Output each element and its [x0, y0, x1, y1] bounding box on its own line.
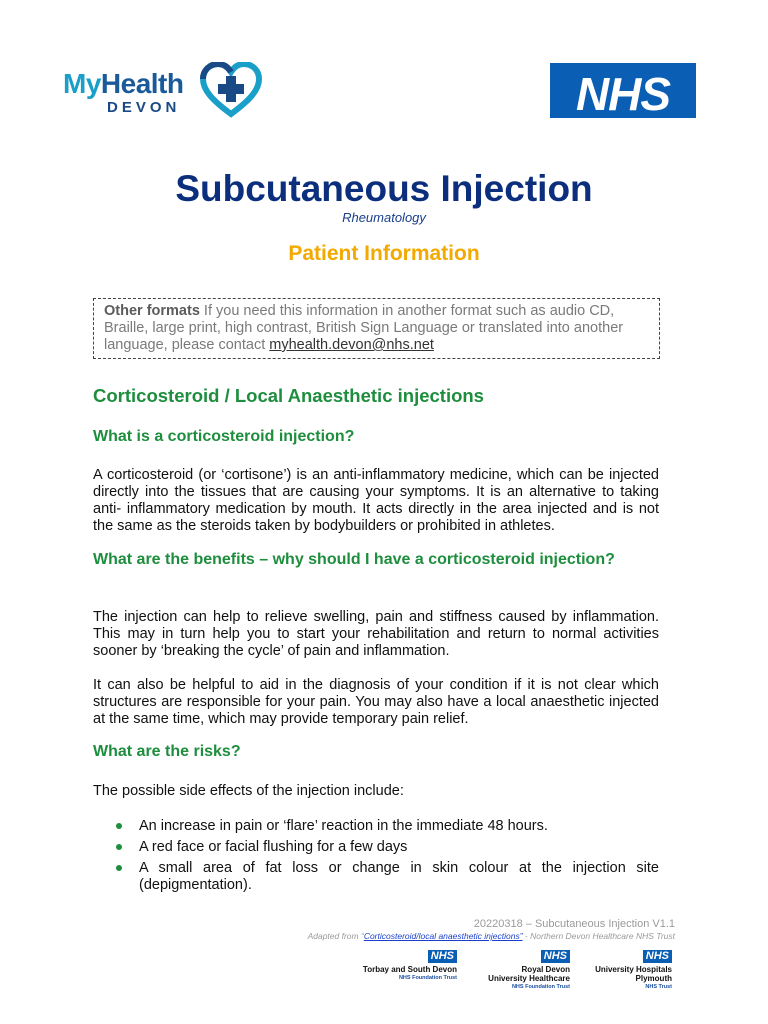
- nhs-mini-logo: NHS: [428, 950, 457, 963]
- myhealth-devon-logo: [63, 62, 263, 120]
- list-item-text: An increase in pain or ‘flare’ reaction in the immediate 48 hours.: [139, 818, 548, 834]
- other-formats-label: Other formats: [104, 303, 200, 319]
- question-heading-benefits: What are the benefits – why should I have a corticosteroid injection?: [93, 551, 615, 568]
- document-version: 20220318 – Subcutaneous Injection V1.1: [473, 918, 675, 930]
- trust-sub: NHS Trust: [645, 984, 672, 990]
- trust-name: Royal Devon University Healthcare: [488, 965, 570, 983]
- question-heading-what-is: What is a corticosteroid injection?: [93, 428, 355, 445]
- trust-sub: NHS Foundation Trust: [398, 975, 457, 981]
- trust-logo-plymouth: [580, 950, 672, 992]
- nhs-mini-logo: NHS: [643, 950, 672, 963]
- adapted-source-link[interactable]: Corticosteroid/local anaesthetic injections”: [363, 931, 523, 941]
- myhealth-word-health: Health: [100, 68, 184, 99]
- patient-information-heading: Patient Information: [288, 242, 480, 265]
- section-heading: Corticosteroid / Local Anaesthetic injections: [93, 385, 484, 406]
- myhealth-devon-text: DEVON: [107, 99, 181, 116]
- trust-name: Torbay and South Devon: [362, 965, 457, 974]
- trust-logo-royal-devon: [470, 950, 570, 992]
- adapted-prefix: Adapted from “: [307, 931, 364, 941]
- list-item-text: A red face or facial flushing for a few days: [139, 839, 408, 855]
- question-heading-risks: What are the risks?: [93, 743, 241, 760]
- list-item: [113, 818, 659, 835]
- paragraph-benefits: The injection can help to relieve swelling, pain and stiffness caused by inflammation. This may in turn help you to start your rehabilitation and return to normal activities sooner by ‘breaking the cycle’ of pain and inflammation.: [93, 609, 659, 659]
- bullet-icon: [116, 823, 122, 829]
- bullet-icon: [116, 844, 122, 850]
- myhealth-word-my: My: [63, 68, 101, 99]
- trust-sub: NHS Foundation Trust: [511, 984, 570, 990]
- bullet-icon: [116, 865, 122, 871]
- nhs-mini-logo: NHS: [541, 950, 570, 963]
- other-formats-text: If you need this information in another format such as audio CD, Braille, large print, high contrast, British Sign Language or translated into another language, please contact: [104, 303, 624, 353]
- side-effects-list: [113, 818, 659, 898]
- nhs-logo: [550, 63, 696, 118]
- other-formats-box: [93, 298, 660, 359]
- list-item: [113, 839, 659, 856]
- paragraph-side-effects-intro: The possible side effects of the injection include:: [93, 783, 404, 799]
- myhealth-wordmark: [63, 68, 183, 100]
- adapted-suffix: - Northern Devon Healthcare NHS Trust: [522, 931, 675, 941]
- nhs-logo-text: NHS: [575, 68, 671, 120]
- paragraph-what-is: A corticosteroid (or ‘cortisone’) is an anti-inflammatory medicine, which can be injected directly into the tissues that are causing your symptoms. It is an alternative to taking anti- inflammatory medication by mouth. It acts directly in the area injected and is not the same as the steroids taken by bodybuilders or prohibited in athletes.: [93, 467, 659, 534]
- adapted-from-note: [200, 931, 675, 941]
- trust-name: University Hospitals Plymouth: [595, 965, 672, 983]
- list-item-text: A small area of fat loss or change in skin colour at the injection site (depigmentation).: [139, 860, 659, 893]
- contact-email-link[interactable]: myhealth.devon@nhs.net: [269, 337, 434, 353]
- paragraph-diagnosis: It can also be helpful to aid in the diagnosis of your condition if it is not clear which structures are responsible for your pain. You may also have a local anaesthetic injected at the same time, which may provide temporary pain relief.: [93, 677, 659, 727]
- heart-cross-icon: [200, 62, 262, 118]
- page-title: Subcutaneous Injection: [175, 168, 593, 209]
- list-item: [113, 860, 659, 894]
- trust-logo-torbay: [345, 950, 457, 983]
- page-subtitle: Rheumatology: [342, 210, 426, 225]
